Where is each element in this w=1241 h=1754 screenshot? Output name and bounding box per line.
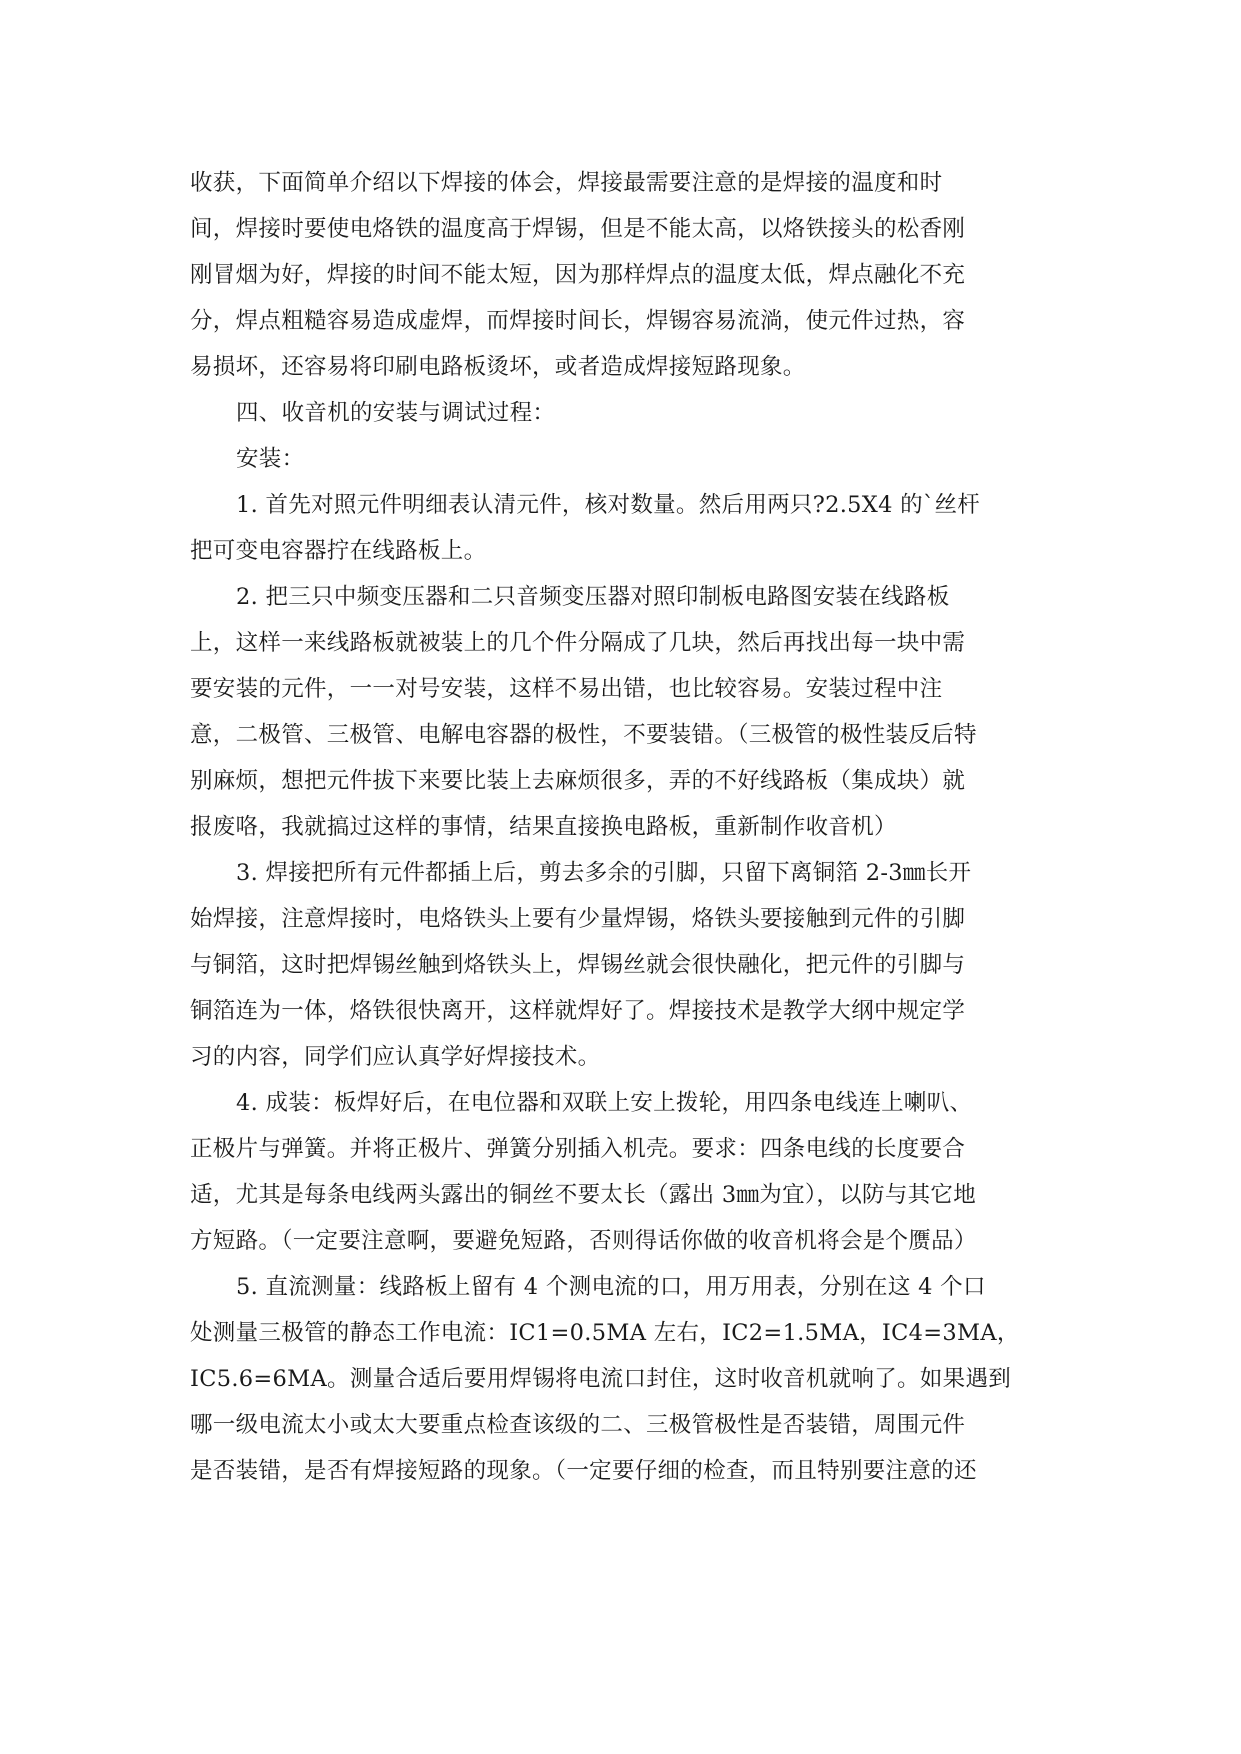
- text-line: 1. 首先对照元件明细表认清元件，核对数量。然后用两只?2.5X4 的`丝杆: [236, 492, 981, 518]
- text-line: 习的内容，同学们应认真学好焊接技术。: [190, 1044, 601, 1070]
- text-line: 四、收音机的安装与调试过程：: [236, 400, 556, 426]
- text-line: 适，尤其是每条电线两头露出的铜丝不要太长（露出 3㎜为宜），以防与其它地: [190, 1182, 977, 1208]
- text-line: 易损坏，还容易将印刷电路板烫坏，或者造成焊接短路现象。: [190, 354, 806, 380]
- text-line: 要安装的元件，一一对号安装，这样不易出错，也比较容易。安装过程中注: [190, 676, 943, 702]
- text-line: 报废咯，我就搞过这样的事情，结果直接换电路板，重新制作收音机）: [190, 814, 897, 840]
- text-line: 处测量三极管的静态工作电流：IC1=0.5MA 左右，IC2=1.5MA，IC4=3MA，: [190, 1320, 1020, 1346]
- text-line: 与铜箔，这时把焊锡丝触到烙铁头上，焊锡丝就会很快融化，把元件的引脚与: [190, 952, 966, 978]
- document-body: [190, 160, 1052, 1494]
- text-line: 哪一级电流太小或太大要重点检查该级的二、三极管极性是否装错，周围元件: [190, 1412, 966, 1438]
- text-line: 5. 直流测量：线路板上留有 4 个测电流的口，用万用表，分别在这 4 个口: [236, 1274, 986, 1300]
- text-line: 别麻烦，想把元件拔下来要比装上去麻烦很多，弄的不好线路板（集成块）就: [190, 768, 966, 794]
- text-line: 正极片与弹簧。并将正极片、弹簧分别插入机壳。要求：四条电线的长度要合: [190, 1136, 966, 1162]
- text-line: 收获，下面简单介绍以下焊接的体会，焊接最需要注意的是焊接的温度和时: [190, 170, 943, 196]
- text-line: 4. 成装：板焊好后，在电位器和双联上安上拨轮，用四条电线连上喇叭、: [236, 1090, 973, 1116]
- text-line: 始焊接，注意焊接时，电烙铁头上要有少量焊锡，烙铁头要接触到元件的引脚: [190, 906, 966, 932]
- text-line: 意，二极管、三极管、电解电容器的极性，不要装错。（三极管的极性装反后特: [190, 722, 977, 748]
- text-line: 3. 焊接把所有元件都插上后，剪去多余的引脚，只留下离铜箔 2-3㎜长开: [236, 860, 972, 886]
- text-line: 上，这样一来线路板就被装上的几个件分隔成了几块，然后再找出每一块中需: [190, 630, 966, 656]
- text-line: IC5.6=6MA。测量合适后要用焊锡将电流口封住，这时收音机就响了。如果遇到: [190, 1366, 1012, 1392]
- text-line: 刚冒烟为好，焊接的时间不能太短，因为那样焊点的温度太低，焊点融化不充: [190, 262, 966, 288]
- text-line: 铜箔连为一体，烙铁很快离开，这样就焊好了。焊接技术是教学大纲中规定学: [190, 998, 966, 1024]
- text-line: 是否装错，是否有焊接短路的现象。（一定要仔细的检查，而且特别要注意的还: [190, 1458, 977, 1484]
- text-line: 间，焊接时要使电烙铁的温度高于焊锡，但是不能太高，以烙铁接头的松香刚: [190, 216, 966, 242]
- text-line: 把可变电容器拧在线路板上。: [190, 538, 487, 564]
- text-line: 方短路。（一定要注意啊，要避免短路，否则得话你做的收音机将会是个赝品）: [190, 1228, 977, 1254]
- text-line: 安装：: [236, 446, 305, 472]
- text-line: 2. 把三只中频变压器和二只音频变压器对照印制板电路图安装在线路板: [236, 584, 950, 610]
- text-line: 分，焊点粗糙容易造成虚焊，而焊接时间长，焊锡容易流淌，使元件过热，容: [190, 308, 966, 334]
